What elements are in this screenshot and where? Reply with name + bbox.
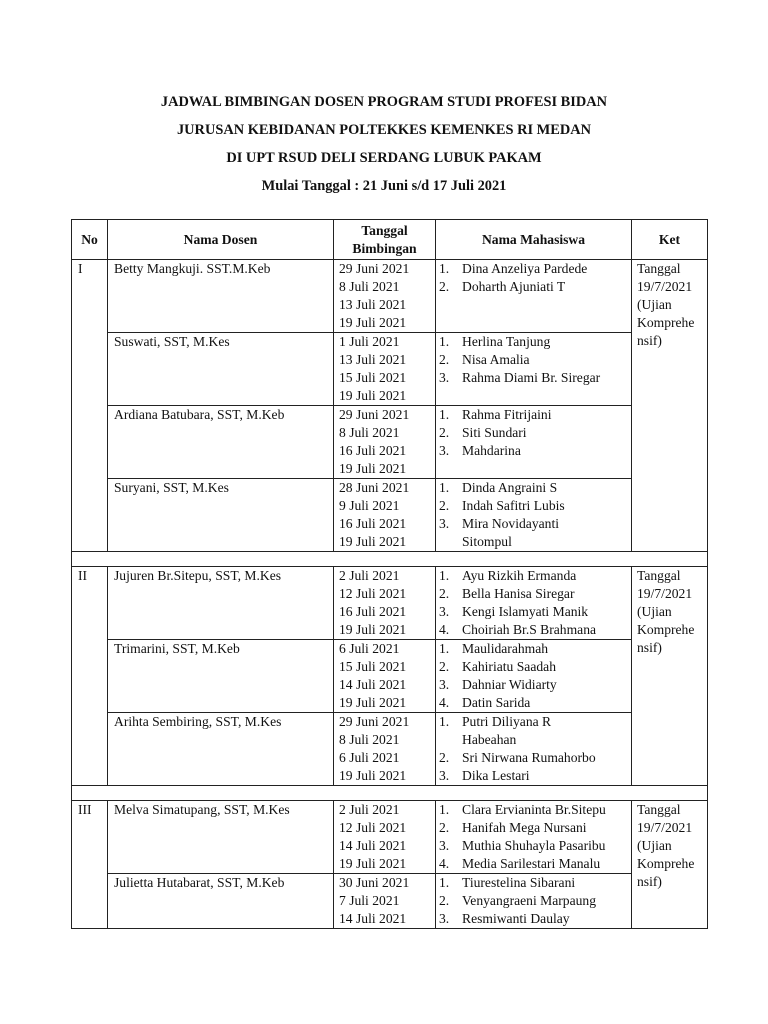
guidance-date: 19 Juli 2021 <box>339 695 407 710</box>
header-tanggal <box>334 220 436 260</box>
group-number-cell: II <box>72 567 108 786</box>
student-number: 1. <box>439 334 450 349</box>
guidance-date: 14 Juli 2021 <box>339 911 407 926</box>
guidance-date: 28 Juni 2021 <box>339 480 410 495</box>
student-list-item <box>436 621 631 639</box>
guidance-date: 19 Juli 2021 <box>339 315 407 330</box>
student-list-item <box>436 658 631 676</box>
header-tanggal-line-1: Tanggal <box>361 222 408 238</box>
note-cell <box>632 260 708 552</box>
guidance-date: 14 Juli 2021 <box>339 838 407 853</box>
guidance-date: 16 Juli 2021 <box>339 443 407 458</box>
note-line: 19/7/2021 <box>637 586 693 601</box>
header-ket: Ket <box>632 220 708 260</box>
note-cell <box>632 801 708 929</box>
student-name: Siti Sundari <box>462 425 527 440</box>
student-number: 2. <box>439 893 450 908</box>
guidance-date: 29 Juni 2021 <box>339 407 410 422</box>
student-number: 2. <box>439 820 450 835</box>
student-name: Datin Sarida <box>462 695 531 710</box>
guidance-date: 7 Juli 2021 <box>339 893 400 908</box>
student-name: Media Sarilestari Manalu <box>462 856 601 871</box>
student-list-item <box>436 351 631 369</box>
schedule-table <box>71 219 708 929</box>
student-name: Indah Safitri Lubis <box>462 498 565 513</box>
student-name: Sri Nirwana Rumahorbo <box>462 750 596 765</box>
student-name: Herlina Tanjung <box>462 334 551 349</box>
student-number: 3. <box>439 443 450 458</box>
guidance-date: 19 Juli 2021 <box>339 534 407 549</box>
note-line: 19/7/2021 <box>637 279 693 294</box>
student-name: Rahma Diami Br. Siregar <box>462 370 601 385</box>
student-list-item <box>436 424 631 442</box>
student-list-item <box>436 837 631 855</box>
student-name: Doharth Ajuniati T <box>462 279 566 294</box>
guidance-date: 29 Juni 2021 <box>339 261 410 276</box>
student-list-item <box>436 910 631 928</box>
note-line: nsif) <box>637 874 662 889</box>
student-number: 3. <box>439 838 450 853</box>
guidance-date: 16 Juli 2021 <box>339 516 407 531</box>
student-name: Mira Novidayanti <box>462 516 560 531</box>
student-list-item <box>436 874 631 892</box>
note-line: (Ujian <box>637 838 672 853</box>
student-name: Dahniar Widiarty <box>462 677 557 692</box>
student-list-cell <box>436 801 632 874</box>
student-number: 1. <box>439 875 450 890</box>
table-row <box>72 479 708 552</box>
spacer-cell <box>72 552 708 567</box>
group-spacer-row <box>72 786 708 801</box>
student-list-item <box>436 855 631 873</box>
guidance-dates-cell <box>334 479 436 552</box>
student-list-item <box>436 567 631 585</box>
student-number: 2. <box>439 659 450 674</box>
guidance-date: 6 Juli 2021 <box>339 641 400 656</box>
student-name: Muthia Shuhayla Pasaribu <box>462 838 606 853</box>
student-number: 3. <box>439 516 450 531</box>
student-list-cell <box>436 260 632 333</box>
table-header-row <box>72 220 708 260</box>
note-line: 19/7/2021 <box>637 820 693 835</box>
guidance-date: 13 Juli 2021 <box>339 297 407 312</box>
student-list-item <box>436 406 631 424</box>
student-number: 1. <box>439 480 450 495</box>
table-row <box>72 640 708 713</box>
guidance-dates-cell <box>334 567 436 640</box>
student-list-item <box>436 333 631 351</box>
student-name: Maulidarahmah <box>462 641 549 656</box>
note-line: (Ujian <box>637 604 672 619</box>
guidance-dates-cell <box>334 260 436 333</box>
lecturer-name-cell: Suryani, SST, M.Kes <box>108 479 334 552</box>
guidance-date: 19 Juli 2021 <box>339 856 407 871</box>
lecturer-name-cell: Betty Mangkuji. SST.M.Keb <box>108 260 334 333</box>
guidance-dates-cell <box>334 713 436 786</box>
guidance-date: 1 Juli 2021 <box>339 334 400 349</box>
guidance-date: 19 Juli 2021 <box>339 768 407 783</box>
note-line: Komprehe <box>637 622 695 637</box>
student-number: 1. <box>439 714 450 729</box>
student-list-item <box>436 497 631 515</box>
student-list-item <box>436 819 631 837</box>
student-list-cell <box>436 640 632 713</box>
student-list-item <box>436 603 631 621</box>
guidance-date: 16 Juli 2021 <box>339 604 407 619</box>
student-list-item <box>436 479 631 497</box>
student-number: 2. <box>439 498 450 513</box>
student-name: Nisa Amalia <box>462 352 530 367</box>
lecturer-name-cell: Julietta Hutabarat, SST, M.Keb <box>108 874 334 929</box>
note-cell <box>632 567 708 786</box>
student-name: Mahdarina <box>462 443 521 458</box>
student-list-item <box>436 585 631 603</box>
note-line: Tanggal <box>637 261 681 276</box>
student-list-cell <box>436 333 632 406</box>
table-row <box>72 874 708 929</box>
student-number: 2. <box>439 279 450 294</box>
student-list-item <box>436 640 631 658</box>
student-number: 1. <box>439 407 450 422</box>
student-number: 4. <box>439 695 450 710</box>
student-list-item <box>436 260 631 278</box>
table-row <box>72 333 708 406</box>
student-list-cell <box>436 406 632 479</box>
student-name: Rahma Fitrijaini <box>462 407 552 422</box>
student-list-item <box>436 767 631 785</box>
guidance-date: 19 Juli 2021 <box>339 388 407 403</box>
guidance-date: 6 Juli 2021 <box>339 750 400 765</box>
student-list-item <box>436 369 631 387</box>
note-line: nsif) <box>637 333 662 348</box>
note-line: Tanggal <box>637 568 681 583</box>
lecturer-name-cell: Melva Simatupang, SST, M.Kes <box>108 801 334 874</box>
lecturer-name-cell: Trimarini, SST, M.Keb <box>108 640 334 713</box>
table-row <box>72 406 708 479</box>
header-nama-dosen: Nama Dosen <box>108 220 334 260</box>
title-line-2: JURUSAN KEBIDANAN POLTEKKES KEMENKES RI MEDAN <box>176 122 592 138</box>
student-list-item <box>436 892 631 910</box>
guidance-dates-cell <box>334 801 436 874</box>
student-number: 3. <box>439 604 450 619</box>
guidance-dates-cell <box>334 333 436 406</box>
header-no: No <box>72 220 108 260</box>
student-name: Bella Hanisa Siregar <box>462 586 575 601</box>
guidance-date: 30 Juni 2021 <box>339 875 410 890</box>
student-name: Clara Ervianinta Br.Sitepu <box>462 802 606 817</box>
guidance-date: 12 Juli 2021 <box>339 586 407 601</box>
guidance-date: 8 Juli 2021 <box>339 425 400 440</box>
title-date-range: Mulai Tanggal : 21 Juni s/d 17 Juli 2021 <box>261 178 507 194</box>
student-list-item <box>436 801 631 819</box>
student-number: 1. <box>439 261 450 276</box>
student-list-cell <box>436 567 632 640</box>
group-spacer-row <box>72 552 708 567</box>
table-row <box>72 260 708 333</box>
student-list-item <box>436 676 631 694</box>
guidance-date: 12 Juli 2021 <box>339 820 407 835</box>
student-list-item <box>436 749 631 767</box>
table-row <box>72 801 708 874</box>
student-name: Putri Diliyana R <box>462 714 552 729</box>
student-name: Kahiriatu Saadah <box>462 659 556 674</box>
student-name: Habeahan <box>462 732 517 747</box>
note-line: Komprehe <box>637 315 695 330</box>
student-name: Dinda Angraini S <box>462 480 558 495</box>
student-list-item <box>436 515 631 551</box>
note-line: nsif) <box>637 640 662 655</box>
student-name: Kengi Islamyati Manik <box>462 604 589 619</box>
guidance-dates-cell <box>334 874 436 929</box>
table-row <box>72 713 708 786</box>
lecturer-name-cell: Jujuren Br.Sitepu, SST, M.Kes <box>108 567 334 640</box>
guidance-date: 8 Juli 2021 <box>339 732 400 747</box>
student-number: 1. <box>439 641 450 656</box>
group-number-cell: I <box>72 260 108 552</box>
title-line-1: JADWAL BIMBINGAN DOSEN PROGRAM STUDI PROFESI BIDAN <box>160 94 608 110</box>
student-number: 3. <box>439 370 450 385</box>
student-number: 2. <box>439 425 450 440</box>
group-number-cell: III <box>72 801 108 929</box>
title-line-3: DI UPT RSUD DELI SERDANG LUBUK PAKAM <box>226 150 542 166</box>
guidance-dates-cell <box>334 406 436 479</box>
document-header <box>0 94 768 206</box>
guidance-date: 2 Juli 2021 <box>339 568 400 583</box>
guidance-date: 19 Juli 2021 <box>339 622 407 637</box>
guidance-date: 8 Juli 2021 <box>339 279 400 294</box>
guidance-date: 14 Juli 2021 <box>339 677 407 692</box>
note-line: Komprehe <box>637 856 695 871</box>
guidance-date: 29 Juni 2021 <box>339 714 410 729</box>
student-name: Sitompul <box>462 534 512 549</box>
note-line: (Ujian <box>637 297 672 312</box>
student-name: Hanifah Mega Nursani <box>462 820 587 835</box>
note-line: Tanggal <box>637 802 681 817</box>
guidance-date: 15 Juli 2021 <box>339 659 407 674</box>
student-number: 1. <box>439 802 450 817</box>
student-number: 2. <box>439 352 450 367</box>
student-name: Venyangraeni Marpaung <box>462 893 596 908</box>
student-name: Resmiwanti Daulay <box>462 911 570 926</box>
header-tanggal-line-2: Bimbingan <box>352 240 417 256</box>
guidance-date: 19 Juli 2021 <box>339 461 407 476</box>
student-list-cell <box>436 713 632 786</box>
spacer-cell <box>72 786 708 801</box>
student-list-cell <box>436 479 632 552</box>
student-name: Tiurestelina Sibarani <box>462 875 576 890</box>
student-list-item <box>436 442 631 460</box>
student-name: Dika Lestari <box>462 768 530 783</box>
lecturer-name-cell: Arihta Sembiring, SST, M.Kes <box>108 713 334 786</box>
student-list-cell <box>436 874 632 929</box>
student-list-item <box>436 694 631 712</box>
lecturer-name-cell: Suswati, SST, M.Kes <box>108 333 334 406</box>
guidance-dates-cell <box>334 640 436 713</box>
guidance-date: 15 Juli 2021 <box>339 370 407 385</box>
student-number: 3. <box>439 768 450 783</box>
student-number: 3. <box>439 677 450 692</box>
student-name: Dina Anzeliya Pardede <box>462 261 588 276</box>
student-number: 2. <box>439 750 450 765</box>
table-body <box>72 260 708 929</box>
guidance-date: 13 Juli 2021 <box>339 352 407 367</box>
guidance-date: 9 Juli 2021 <box>339 498 400 513</box>
student-number: 4. <box>439 856 450 871</box>
guidance-date: 2 Juli 2021 <box>339 802 400 817</box>
student-number: 3. <box>439 911 450 926</box>
student-number: 4. <box>439 622 450 637</box>
student-list-item <box>436 713 631 749</box>
table-row <box>72 567 708 640</box>
header-nama-mahasiswa: Nama Mahasiswa <box>436 220 632 260</box>
student-name: Choiriah Br.S Brahmana <box>462 622 597 637</box>
lecturer-name-cell: Ardiana Batubara, SST, M.Keb <box>108 406 334 479</box>
student-list-item <box>436 278 631 296</box>
student-number: 2. <box>439 586 450 601</box>
student-number: 1. <box>439 568 450 583</box>
student-name: Ayu Rizkih Ermanda <box>462 568 577 583</box>
